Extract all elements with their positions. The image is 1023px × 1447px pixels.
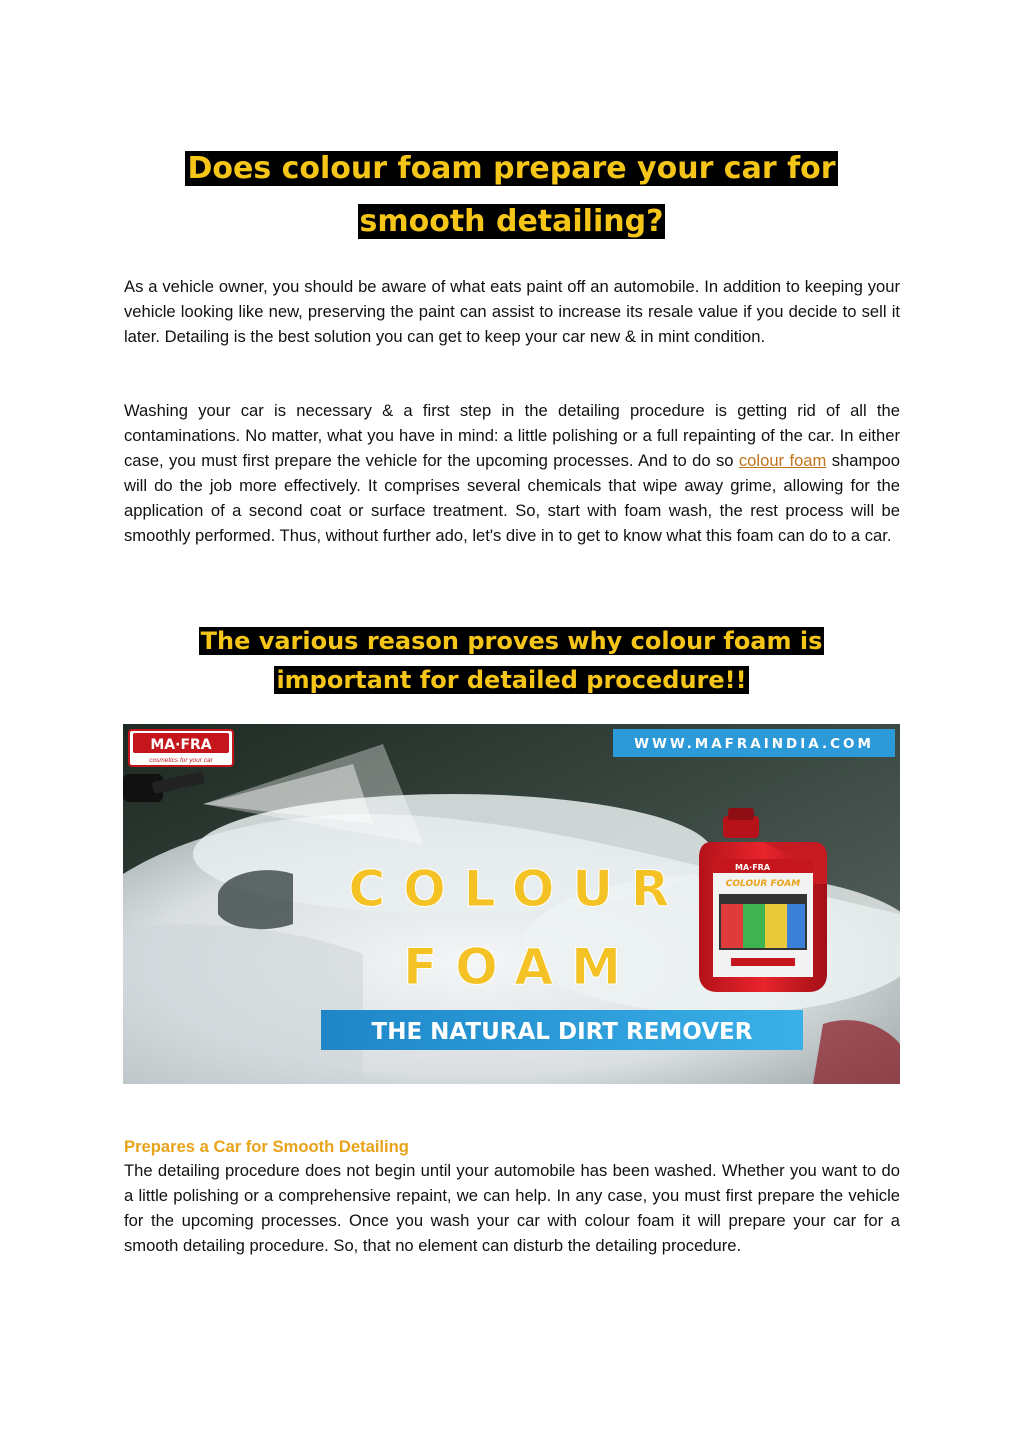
banner-title-line2: FOAM	[403, 938, 639, 996]
section-heading-line2: important for detailed procedure!!	[276, 666, 747, 694]
page-title	[0, 142, 1023, 248]
section-subheading: Prepares a Car for Smooth Detailing	[124, 1137, 409, 1156]
section-paragraph: The detailing procedure does not begin until your automobile has been washed. Whether you want to do a little polishing or a comprehensive repaint, we can help. In any case, you must first prepare the vehicle for the upcoming processes. Once you wash your car with colour foam it will prepare your car for a smooth detailing procedure. So, that no element can disturb the detailing procedure.	[124, 1161, 900, 1255]
website-url-badge	[613, 729, 895, 757]
intro-paragraph-2-end: shampoo will do the job more effectively. It comprises several chemicals that wipe away grime, allowing for the application of a second coat or surface treatment. So, start with foam wash, the rest process will be smoothly performed. Thus, without further ado, let's dive in to get to know what this foam can do to a car.	[124, 451, 901, 545]
colour-foam-banner	[123, 724, 900, 1084]
section-heading	[0, 622, 1023, 700]
bottle-label: COLOUR FOAM	[725, 879, 801, 889]
page-title-line2: smooth detailing?	[359, 204, 664, 239]
bottle-brand: MA·FRA	[735, 863, 771, 872]
website-url: WWW.MAFRAINDIA.COM	[634, 736, 874, 752]
banner-graphic	[123, 724, 900, 1084]
banner-subtitle: THE NATURAL DIRT REMOVER	[371, 1019, 753, 1045]
banner-subtitle-bar	[321, 1010, 803, 1050]
mafra-logo	[129, 730, 233, 766]
intro-paragraph-2	[124, 398, 900, 548]
section-heading-line1: The various reason proves why colour foam is	[200, 627, 823, 655]
intro-paragraph-1: As a vehicle owner, you should be aware of what eats paint off an automobile. In addition to keeping your vehicle looking like new, preserving the paint can assist to increase its resale value if you decide to sell it later. Detailing is the best solution you can get to keep your car new & in mint condition.	[124, 277, 900, 346]
page-title-line1: Does colour foam prepare your car for	[187, 151, 836, 186]
banner-title-line1: COLOUR	[348, 860, 688, 918]
logo-tagline: cosmetics for your car	[149, 757, 213, 764]
intro-paragraph-2-start: Washing your car is necessary & a first step in the detailing procedure is getting rid of all the contaminations. No matter, what you have in mind: a little polishing or a full repainting of the car. In either case, you must first prepare the vehicle for the upcoming processes. And to do so	[124, 401, 900, 470]
colour-foam-link[interactable]: colour foam	[738, 451, 827, 470]
logo-text: MA·FRA	[150, 737, 212, 753]
